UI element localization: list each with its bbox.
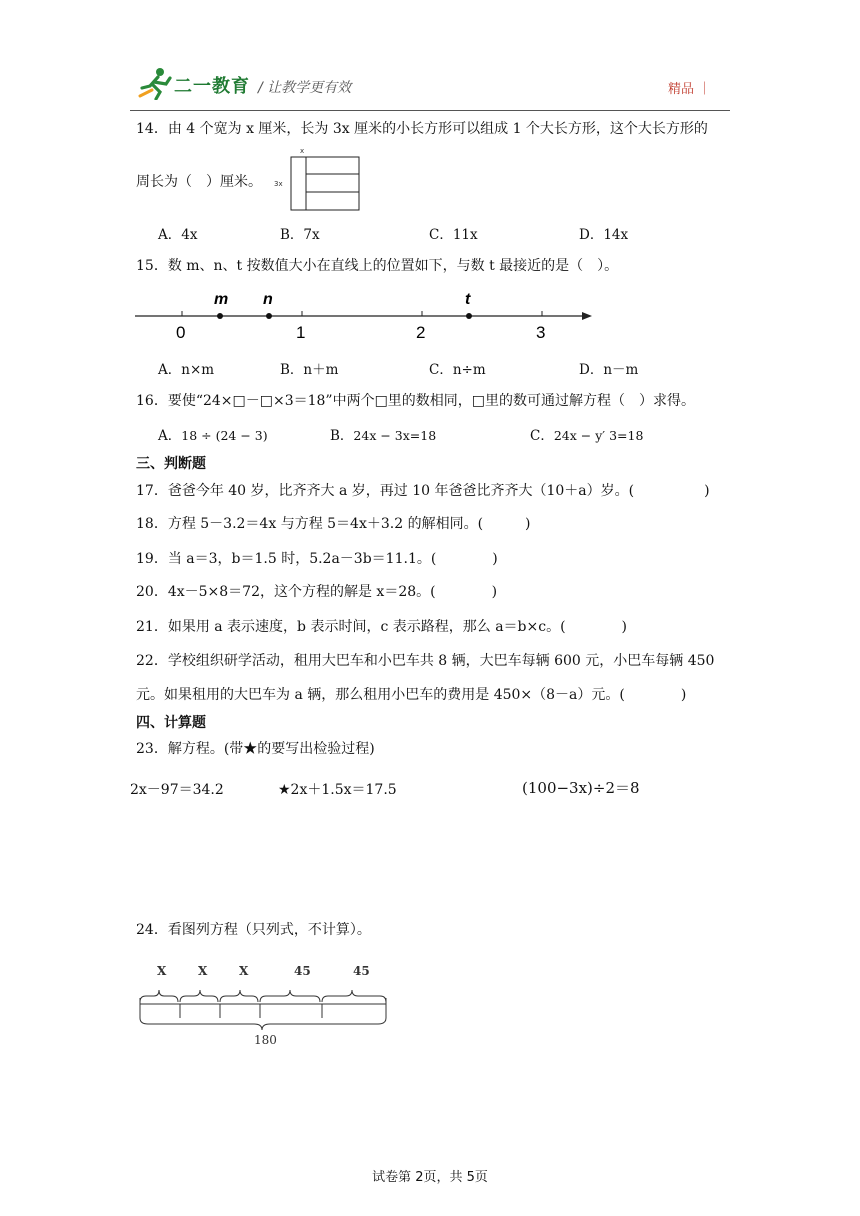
q23-equation-2: ★2x＋1.5x＝17.5 xyxy=(278,782,397,798)
logo-text: 二一教育 xyxy=(174,76,250,97)
header xyxy=(130,60,730,112)
page-footer: 试卷第 2页，共 5页 xyxy=(372,1170,488,1185)
q16-option-a[interactable] xyxy=(158,424,268,444)
tick-3: 3 xyxy=(536,323,546,342)
question-21: 21．如果用 a 表示速度，b 表示时间，c 表示路程，那么 a＝b×c。( ) xyxy=(136,619,628,635)
seg-label-45a: 45 xyxy=(294,964,311,978)
question-18: 18．方程 5－3.2＝4x 与方程 5＝4x＋3.2 的解相同。( ) xyxy=(136,516,531,532)
seg-label-x1: X xyxy=(157,964,167,978)
label-m: m xyxy=(214,291,229,308)
question-16: 16．要使“24×□－□×3＝18”中两个□里的数相同，□里的数可通过解方程（ ）求得。 xyxy=(136,393,696,409)
question-14-line2: 周长为（ ）厘米。 xyxy=(136,174,262,190)
question-14-line1: 14．由 4 个宽为 x 厘米，长为 3x 厘米的小长方形可以组成 1 个大长方形，这个大长方形的 xyxy=(136,121,708,137)
q16-option-a-letter: A． xyxy=(158,428,182,444)
seg-total-label: 180 xyxy=(254,1033,277,1047)
question-20: 20．4x－5×8＝72，这个方程的解是 x＝28。( ) xyxy=(136,584,498,600)
section-4-title: 四、计算题 xyxy=(136,715,206,731)
seg-label-45b: 45 xyxy=(353,964,370,978)
q15-option-a[interactable]: A．n×m xyxy=(158,362,215,378)
q15-option-c[interactable]: C．n÷m xyxy=(429,362,486,378)
seg-label-x2: X xyxy=(198,964,208,978)
q23-equation-3: (100−3x)÷2＝8 xyxy=(522,779,640,797)
q24-segment-diagram xyxy=(134,960,404,1050)
q14-option-d[interactable]: D．14x xyxy=(579,227,629,243)
question-23: 23．解方程。(带★的要写出检验过程) xyxy=(136,741,375,757)
q16-option-c-expr: 24x − y′ 3=18 xyxy=(553,428,644,443)
q15-number-line xyxy=(130,284,600,344)
header-slogan: / 让教学更有效 xyxy=(258,80,352,96)
q14-option-a[interactable]: A．4x xyxy=(158,227,198,243)
question-24: 24．看图列方程（只列式，不计算）。 xyxy=(136,922,371,938)
question-17: 17．爸爸今年 40 岁，比齐齐大 a 岁，再过 10 年爸爸比齐齐大（10＋a）岁。( ) xyxy=(136,483,710,499)
q16-option-c-letter: C． xyxy=(530,428,554,444)
tick-2: 2 xyxy=(416,323,426,342)
section-3-title: 三、判断题 xyxy=(136,456,206,472)
q16-option-b[interactable] xyxy=(330,424,436,444)
question-22-line1: 22．学校组织研学活动，租用大巴车和小巴车共 8 辆，大巴车每辆 600 元，小巴车每辆 450 xyxy=(136,653,715,669)
q15-option-d[interactable]: D．n－m xyxy=(579,362,639,378)
tick-1: 1 xyxy=(296,323,306,342)
question-15: 15．数 m、n、t 按数值大小在直线上的位置如下，与数 t 最接近的是（ ）。 xyxy=(136,258,619,274)
question-22-line2: 元。如果租用的大巴车为 a 辆，那么租用小巴车的费用是 450×（8－a）元。( ) xyxy=(136,687,687,703)
q16-option-b-expr: 24x − 3x=18 xyxy=(353,428,437,443)
tick-0: 0 xyxy=(176,323,186,342)
q14-option-c[interactable]: C．11x xyxy=(429,227,478,243)
logo-runner-icon xyxy=(138,66,174,100)
q16-option-a-expr: 18 ÷ (24 − 3) xyxy=(181,428,268,443)
seg-label-x3: X xyxy=(239,964,249,978)
label-t: t xyxy=(465,291,471,308)
q14-option-b[interactable]: B．7x xyxy=(280,227,320,243)
question-19: 19．当 a＝3，b＝1.5 时，5.2a－3b＝11.1。( ) xyxy=(136,551,498,567)
label-n: n xyxy=(263,291,273,308)
q23-equation-1: 2x－97＝34.2 xyxy=(130,782,224,798)
q16-option-b-letter: B． xyxy=(330,428,354,444)
header-tag: 精品 ｜ xyxy=(668,82,712,97)
fig-x-label: x xyxy=(300,147,305,155)
q16-option-c[interactable] xyxy=(530,424,643,444)
q14-rectangle-figure xyxy=(272,146,362,216)
header-divider xyxy=(130,110,730,111)
q15-option-b[interactable]: B．n＋m xyxy=(280,362,339,378)
fig-3x-label: 3x xyxy=(274,180,283,188)
